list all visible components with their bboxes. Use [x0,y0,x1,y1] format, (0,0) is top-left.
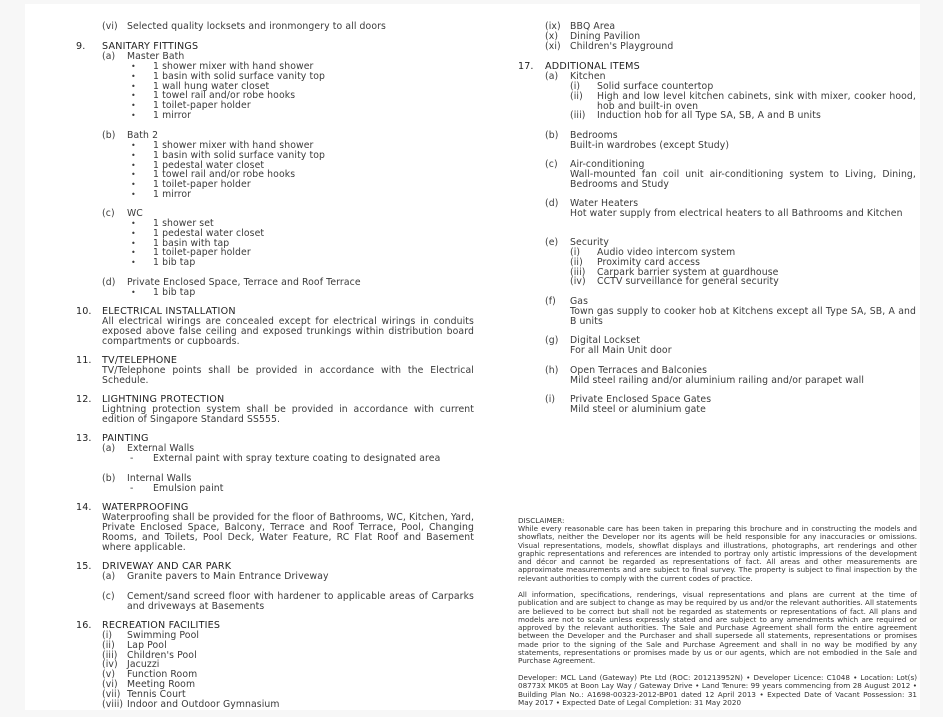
section-number: 16. [76,620,92,631]
list-item: Tennis Court [127,688,186,700]
sub-heading: Private Enclosed Space, Terrace and Roof Terrace [127,277,361,288]
list-item: Swimming Pool [127,630,200,641]
list-text: Granite pavers to Main Entrance Driveway [127,571,329,582]
bullet-icon: • [131,141,136,150]
sub-body: Hot water supply from electrical heaters to all Bathrooms and Kitchen [570,208,903,219]
section-heading: TV/TELEPHONE [102,355,178,366]
sub-label: (g) [545,335,559,346]
sub-heading: Gas [570,296,589,307]
bullet-icon: • [131,238,136,248]
list-item: Proximity card access [597,256,701,268]
sub-body: Mild steel or aluminium gate [570,404,706,415]
sub-label: (b) [102,130,116,141]
sub-label: (f) [545,296,556,307]
sub-body: Built-in wardrobes (except Study) [570,140,730,151]
sub-heading: Bath 2 [127,130,159,141]
bullet-icon: • [131,101,136,111]
list-item: 1 shower mixer with hand shower [153,61,314,72]
list-label: (iii) [102,649,118,661]
list-item: 1 pedestal water closet [153,159,265,171]
sub-heading: Internal Walls [127,473,192,484]
sub-label: (b) [545,130,559,141]
sub-heading: Digital Lockset [570,335,641,346]
sub-body: Wall-mounted fan coil unit air-conditioning system to Living, Dining, Bedrooms and Study [570,169,916,190]
disclaimer-paragraph: While every reasonable care has been taken in preparing this brochure and in constructing the models and showflats, neither the Developer nor its agents will be held responsible for any inaccuracies or omissions. Visual representations, models, showflat displays and illustrations, photographs, art renderings and other graphic representations and references are intended to portray only artistic impressions of the development and décor and cannot be regarded as representations of fact. All areas and other measurements are approximate measurements and are subject to final survey. The property is subject to final inspection by the relevant authorities to comply with the current codes of practice. [518,524,917,583]
sub-label: (h) [545,365,559,376]
section-heading: SANITARY FITTINGS [102,41,199,52]
list-text: Cement/sand screed floor with hardener to applicable areas of Carparks and driveways at Basements [127,591,474,612]
sub-label: (d) [545,198,559,209]
list-item: Jacuzzi [127,659,160,671]
list-item: Dining Pavilion [570,30,641,42]
section-heading: WATERPROOFING [102,502,189,513]
section-body: Waterproofing shall be provided for the floor of Bathrooms, WC, Kitchen, Yard, Private Enclosed Space, Balcony, Terrace and Roof Terrace, Pool, Changing Rooms, and Toilets, Pool Deck, Water Feature, RC Flat Roof and Basement where applicable. [102,512,474,553]
list-text: High and low level kitchen cabinets, sink with mixer, cooker hood, hob and built-in oven [597,91,916,112]
section-number: 12. [76,394,92,405]
list-item: Children's Pool [127,649,197,661]
sub-label: (a) [102,571,116,582]
list-item: 1 mirror [153,189,192,200]
list-item: 1 towel rail and/or robe hooks [153,90,296,102]
bullet-icon: • [131,160,136,170]
list-item: 1 bib tap [153,287,196,298]
bullet-icon: • [131,170,136,180]
section-heading: DRIVEWAY AND CAR PARK [102,561,232,572]
disclaimer-paragraph: All information, specifications, renderings, visual representations and plans are current at the time of publication and are subject to change as may be required by us and/or the relevant authorities. All statements are believed to be correct but shall not be regarded as statements or representations of fact. All plans and models are not to scale unless expressly stated and are subject to any amendments which are required or approved by the relevant authorities. The Sale and Purchase Agreement shall form the entire agreement between the Developer and the Purchaser and shall supersede all statements, representations or promises made prior to the signing of the Sale and Purchase Agreement and shall in no way be modified by any statements, representations or promises made by us or our agents, which are not embodied in the Sale and Purchase Agreement. [518,590,917,665]
sub-heading: Kitchen [570,71,606,82]
section-heading: ADDITIONAL ITEMS [545,61,640,72]
bullet-icon: • [131,62,136,71]
section-heading: PAINTING [102,433,149,444]
list-label: (x) [545,30,559,42]
list-label: (ii) [102,639,115,651]
list-label: (ix) [545,21,561,32]
section-number: 11. [76,355,92,366]
sub-label: (i) [545,394,556,405]
bullet-icon: • [131,228,136,238]
list-item: Children's Playground [570,40,674,52]
bullet-icon: • [131,288,136,297]
list-item: 1 basin with solid surface vanity top [153,70,326,82]
list-item: 1 toilet-paper holder [153,100,251,112]
sub-label: (d) [102,277,116,288]
bullet-icon: • [131,219,136,228]
sub-heading: Air-conditioning [570,159,645,170]
list-item: 1 toilet-paper holder [153,179,251,191]
list-label: (vii) [102,688,121,700]
list-label: (viii) [102,698,124,710]
sub-label: (c) [102,591,115,602]
sub-body: Mild steel railing and/or aluminium railing and/or parapet wall [570,375,865,386]
sub-heading: WC [127,208,143,219]
list-label: (iii) [570,110,586,121]
list-item: 1 pedestal water closet [153,227,265,239]
list-item: 1 toilet-paper holder [153,247,251,259]
sub-heading: Master Bath [127,51,185,62]
list-item: Lap Pool [127,639,167,651]
list-label: (i) [570,81,581,92]
list-item: Audio video intercom system [597,247,736,258]
bullet-icon: • [131,81,136,91]
list-item: BBQ Area [570,21,616,32]
bullet-icon: • [131,71,136,81]
list-item: 1 towel rail and/or robe hooks [153,169,296,181]
list-label: (ii) [570,256,583,268]
list-item: Indoor and Outdoor Gymnasium [127,698,280,710]
sub-body: For all Main Unit door [570,345,672,356]
bullet-icon: • [131,248,136,258]
disclaimer-title: DISCLAIMER: [518,516,565,525]
section-body: TV/Telephone points shall be provided in accordance with the Electrical Schedule. [102,365,474,386]
list-item: CCTV surveillance for general security [597,276,779,288]
list-text: Induction hob for all Type SA, SB, A and B units [597,110,821,121]
list-label: (v) [102,669,116,681]
list-label: (iv) [570,276,586,288]
section-number: 15. [76,561,92,572]
list-label: (iv) [102,659,118,671]
list-label: (iii) [570,266,586,278]
section-number: 14. [76,502,92,513]
list-text: Selected quality locksets and ironmongery to all doors [127,21,387,32]
list-text: External paint with spray texture coating to designated area [153,453,441,464]
list-item: Function Room [127,669,198,681]
list-item: 1 bib tap [153,257,196,269]
bullet-icon: • [131,91,136,101]
sub-heading: Open Terraces and Balconies [570,365,708,376]
sub-heading: Security [570,237,609,248]
developer-info: Developer: MCL Land (Gateway) Pte Ltd (ROC: 201213952N) • Developer Licence: C1048 • Location: Lot(s) 08773X MK05 at Boon Lay Way / Gateway Drive • Land Tenure: 99 years commencing from 28 August 2012 • Building Plan No.: A1698-00323-2012-BP01 dated 12 April 2013 • Expected Date of Vacant Possession: 31 May 2017 • Expected Date of Legal Completion: 31 May 2020 [518,673,917,707]
section-number: 17. [518,61,534,72]
sub-label: (b) [102,473,116,484]
sub-heading: Private Enclosed Space Gates [570,394,712,405]
sub-label: (a) [545,71,559,82]
list-text: Emulsion paint [153,483,224,494]
section-heading: ELECTRICAL INSTALLATION [102,306,236,317]
sub-heading: Bedrooms [570,130,618,141]
list-item: 1 shower set [153,218,214,229]
list-label: (vi) [102,21,118,32]
list-item: 1 mirror [153,110,192,121]
sub-label: (e) [545,237,559,248]
list-label: (xi) [545,40,561,52]
sub-label: (c) [102,208,115,219]
list-item: 1 basin with solid surface vanity top [153,149,326,161]
list-item: 1 wall hung water closet [153,80,270,92]
list-item: Meeting Room [127,679,196,690]
list-label: (i) [570,247,581,258]
dash-marker: - [130,453,134,464]
section-heading: RECREATION FACILITIES [102,620,221,631]
sub-body: Town gas supply to cooker hob at Kitchens except all Type SA, SB, A and B units [570,306,916,327]
sub-label: (a) [102,443,116,454]
list-label: (ii) [570,91,583,102]
bullet-icon: • [131,180,136,190]
list-item: 1 shower mixer with hand shower [153,140,314,151]
sub-label: (a) [102,51,116,62]
list-label: (vi) [102,679,118,690]
dash-marker: - [130,483,134,494]
sub-heading: Water Heaters [570,198,639,209]
section-number: 13. [76,433,92,444]
section-body: Lightning protection system shall be provided in accordance with current edition of Singapore Standard SS555. [102,404,474,425]
section-number: 9. [76,41,86,52]
bullet-icon: • [131,111,136,120]
bullet-icon: • [131,258,136,268]
section-number: 10. [76,306,92,317]
list-item: 1 basin with tap [153,237,230,249]
section-heading: LIGHTNING PROTECTION [102,394,225,405]
sub-label: (c) [545,159,558,170]
bullet-icon: • [131,150,136,160]
list-item: Carpark barrier system at guardhouse [597,266,779,278]
bullet-icon: • [131,190,136,199]
list-text: Solid surface countertop [597,81,714,92]
sub-heading: External Walls [127,443,195,454]
section-body: All electrical wirings are concealed except for electrical wirings in conduits exposed above false ceiling and exposed trunkings within distribution board compartments or cupboards. [102,316,474,347]
list-label: (i) [102,630,113,641]
